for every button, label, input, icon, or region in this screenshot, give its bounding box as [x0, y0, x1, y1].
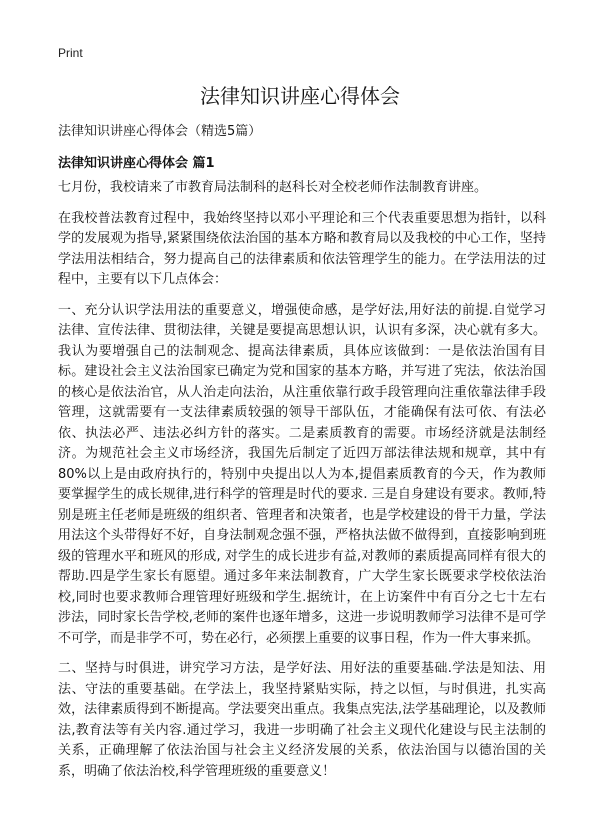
document-title: 法律知识讲座心得体会	[200, 84, 400, 108]
section-heading: 法律知识讲座心得体会 篇1	[58, 156, 215, 171]
paragraph-1: 七月份，我校请来了市教育局法制科的赵科长对全校老师作法制教育讲座。	[58, 180, 488, 195]
paragraph-3: 一、充分认识学法用法的重要意义，增强使命感，是学好法,用好法的前提.自觉学习法律、宣传法律、贯彻法律，关键是要提高思想认识，认识有多深，决心就有多大。我认为要增强自己的法制观念、提高法律素质，具体应该做到：一是依法治国有目标。建设社会主义法治国家已确定为党和国家的基本方略，并写进了宪法，依法治国的核心是依法治官，从人治走向法治，从注重依靠行政手段管理向注重依靠法律手段管理，这就需要有一支法律素质较强的领导干部队伍，才能确保有法可依、有法必依、执法必严、违法必纠方针的落实。二是素质教育的需要。市场经济就是法制经济。为规范社会主义市场经济，我国先后制定了近四万部法律法规和规章，其中有80%以上是由政府执行的，特别中央提出以人为本,提倡素质教育的今天，作为教师要掌握学生的成长规律,进行科学的管理是时代的要求. 三是自身建设有要求。教师,特别是班主任老师是班级的组织者、管理者和决策者，也是学校建设的骨干力量，学法用法这个头带得好不好，自身法制观念强不强，严格执法做不做得到，直接影响到班级的管理水平和班风的形成, 对学生的成长进步有益,对教师的素质提高同样有很大的帮助.四是学生家长有愿望。通过多年来法制教育，广大学生家长既要求学校依法治校,同时也要求教师合理管理好班级和学生.据统计，在上访案件中有百分之七十左右涉法，同时家长告学校,老师的案件也逐年增多，这进一步说明教师学习法律不是可学不可学，而是非学不可，势在必行，必须摆上重要的议事日程，作为一件大事来抓。	[58, 302, 546, 646]
paragraph-2: 在我校普法教育过程中，我始终坚持以邓小平理论和三个代表重要思想为指针，以科学的发展观为指导,紧紧围绕依法治国的基本方略和教育局以及我校的中心工作，坚持学法用法相结合，努力提高自己的法律素质和依法管理学生的能力。在学法用法的过程中，主要有以下几点体会：	[58, 210, 546, 287]
document-subtitle: 法律知识讲座心得体会（精选5篇）	[58, 124, 262, 139]
paragraph-4: 二、坚持与时俱进，讲究学习方法，是学好法、用好法的重要基础.学法是知法、用法、守法的重要基础。在学法上，我坚持紧贴实际，持之以恒，与时俱进，扎实高效，法律素质得到不断提高。学法要突出重点。我集点宪法,法学基础理论，以及教师法,教育法等有关内容.通过学习，我进一步明确了社会主义现代化建设与民主法制的关系，正确理解了依法治国与社会主义经济发展的关系，依法治国与以德治国的关系，明确了依法治校,科学管理班级的重要意义！	[58, 661, 546, 779]
document-body	[58, 178, 546, 792]
print-label: Print	[58, 46, 83, 60]
